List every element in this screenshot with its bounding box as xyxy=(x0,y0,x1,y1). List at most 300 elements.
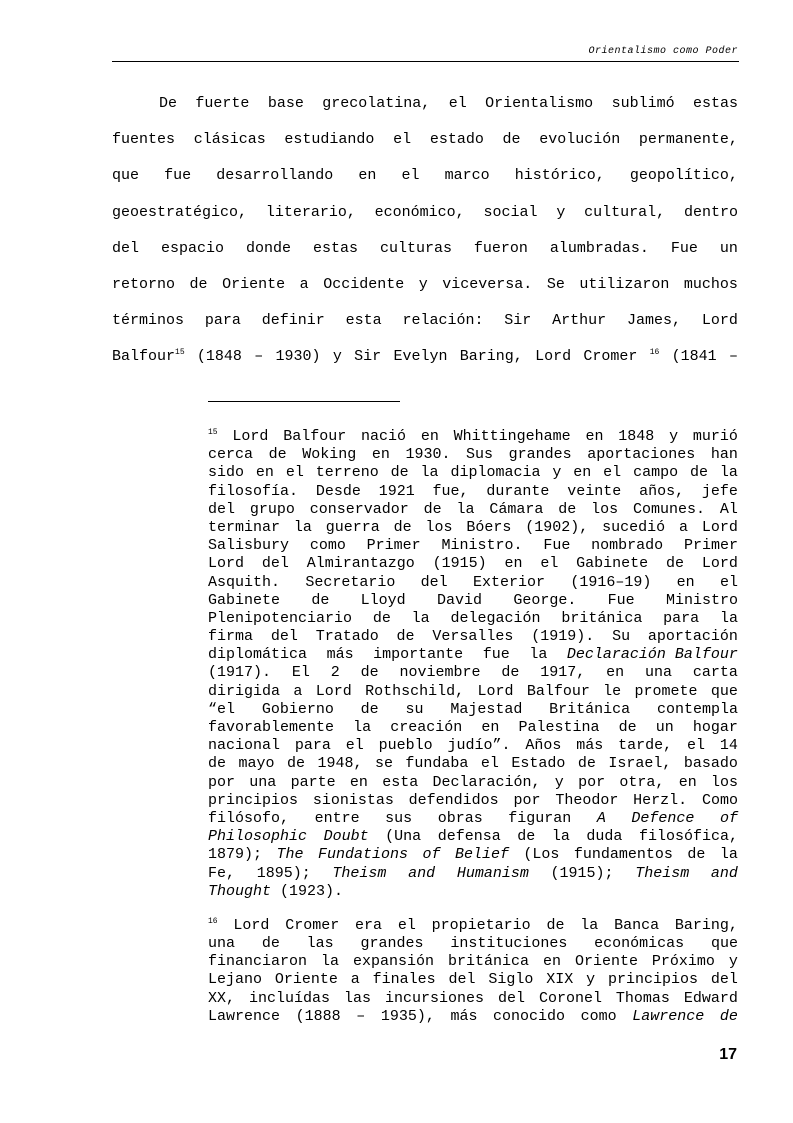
word: Baring, xyxy=(459,348,523,366)
word: de xyxy=(261,935,280,953)
word: del xyxy=(208,500,236,518)
word: sus xyxy=(385,809,413,827)
word: Lord xyxy=(208,555,245,573)
word: Lord xyxy=(701,518,738,536)
word: en xyxy=(606,664,625,682)
word: donde xyxy=(245,239,291,257)
word: – xyxy=(728,348,738,366)
footnote-number: 15 xyxy=(208,428,218,437)
word: – xyxy=(254,348,264,366)
word: y xyxy=(728,953,738,971)
word: de xyxy=(502,131,521,149)
word: y xyxy=(556,203,566,221)
word: incursiones xyxy=(384,989,484,1007)
word: de xyxy=(189,275,208,293)
word: sublimó xyxy=(611,95,675,112)
word: en xyxy=(504,555,523,573)
word: grupo xyxy=(249,500,295,518)
body-line xyxy=(112,269,738,305)
word: en xyxy=(349,773,368,791)
word: Desde xyxy=(315,482,361,500)
word: filosófica, xyxy=(638,828,738,846)
word: carta xyxy=(692,664,738,682)
word: en xyxy=(371,446,390,464)
word: de xyxy=(689,464,708,482)
word: (1916–19) xyxy=(570,573,652,591)
word: Se xyxy=(546,275,565,293)
word: figuran xyxy=(508,809,572,827)
word: y xyxy=(554,773,564,791)
word: (1902), xyxy=(525,518,589,536)
word: británica xyxy=(561,609,643,627)
word: fuentes xyxy=(112,131,176,149)
footnote-line: Fe, 1895); Theism and Humanism (1915); Theism and xyxy=(208,864,738,882)
word: Lord xyxy=(701,312,738,330)
word: una xyxy=(208,935,236,953)
word: Fue xyxy=(670,239,698,257)
word: terminar xyxy=(208,518,281,536)
word: de xyxy=(687,846,706,864)
italic-word: Philosophic xyxy=(208,828,308,846)
word: Whittingehame xyxy=(453,428,571,445)
footnote-line xyxy=(208,971,738,989)
footnote-line xyxy=(208,701,738,719)
word: Lord xyxy=(233,916,270,934)
word: la xyxy=(420,464,439,482)
word: fundaba xyxy=(405,755,469,773)
word: (1841 xyxy=(671,348,717,366)
word: Theodor xyxy=(555,791,619,809)
word: a xyxy=(350,971,360,989)
word: 14 xyxy=(719,737,738,755)
word: noviembre xyxy=(399,664,481,682)
word: más xyxy=(450,1007,478,1025)
footnote-line xyxy=(208,719,738,737)
body-text-fragment xyxy=(650,341,660,377)
word: Arthur xyxy=(552,312,607,330)
footnote-line xyxy=(208,501,738,519)
word: evolución xyxy=(539,131,621,149)
word: que xyxy=(710,935,738,953)
word: esta xyxy=(345,312,382,330)
word: pueblo xyxy=(378,737,433,755)
word: durante xyxy=(486,482,550,500)
word: judío”. xyxy=(447,737,511,755)
word: sido xyxy=(208,464,245,482)
word: Rothschild, xyxy=(365,682,465,700)
footnote-line xyxy=(208,755,738,773)
footnote-line xyxy=(208,519,738,537)
word: de xyxy=(546,916,565,934)
footnote-line xyxy=(208,774,738,792)
word: Gabinete xyxy=(576,555,649,573)
italic-title: Thought xyxy=(208,882,272,900)
body-line xyxy=(112,160,738,196)
footnote-ref-16[interactable]: 16 xyxy=(649,348,660,358)
word: su xyxy=(405,700,424,718)
word: Occidente xyxy=(323,275,405,293)
word: cultural, xyxy=(584,203,666,221)
word: por xyxy=(513,791,541,809)
word: definir xyxy=(261,312,325,330)
word: Lejano xyxy=(208,971,263,989)
word: aportaciones xyxy=(587,446,696,464)
word: diplomacia xyxy=(450,464,541,482)
word: delegación xyxy=(450,609,541,627)
body-paragraph xyxy=(112,88,738,378)
word: y xyxy=(669,428,679,445)
word: británica xyxy=(447,953,529,971)
word: de xyxy=(618,719,637,736)
word: Balfour xyxy=(283,428,347,445)
italic-word: Humanism xyxy=(456,864,529,882)
word: en xyxy=(676,573,695,591)
body-line xyxy=(112,305,738,341)
word: y xyxy=(586,971,596,989)
word: Salisbury xyxy=(208,537,290,555)
word: la xyxy=(353,719,372,736)
word: fueron xyxy=(473,239,528,257)
word: (1848 xyxy=(196,348,242,366)
word: (Una xyxy=(385,828,422,846)
word: el xyxy=(393,131,412,149)
word: 1895); xyxy=(256,864,311,882)
word: sucedió xyxy=(602,518,666,536)
word: el xyxy=(540,555,559,573)
word: 1848 xyxy=(618,428,655,445)
word: le xyxy=(603,682,622,700)
word: (1915) xyxy=(432,555,487,573)
word: hogar xyxy=(692,719,738,736)
word: grandes xyxy=(508,446,572,464)
word: Sus xyxy=(466,446,494,464)
footnote-line xyxy=(208,555,738,573)
word: contempla xyxy=(656,700,738,718)
footnote-line: Thought (1923). xyxy=(208,882,344,900)
word: de xyxy=(372,609,391,627)
word: de xyxy=(666,555,685,573)
word: tarde, xyxy=(618,737,673,755)
word: a xyxy=(679,518,689,536)
word: Majestad xyxy=(450,700,523,718)
body-line xyxy=(112,197,738,233)
word: que xyxy=(710,682,738,700)
word: Su xyxy=(612,628,631,646)
footnote-line xyxy=(208,592,738,610)
word: Lord xyxy=(477,682,514,700)
word: propietario xyxy=(431,916,531,934)
word: estudiando xyxy=(284,131,375,149)
body-line-last xyxy=(112,341,738,377)
word: y xyxy=(552,464,562,482)
word: parte xyxy=(290,773,336,791)
italic-word: Fundations xyxy=(317,846,408,864)
footnote-line xyxy=(208,428,738,446)
body-text-fragment: Balfour$^{15}$ xyxy=(112,348,185,366)
word: del xyxy=(270,628,298,646)
word: de xyxy=(396,628,415,646)
word: grecolatina, xyxy=(322,95,431,112)
word: Israel, xyxy=(608,755,672,773)
word: campo xyxy=(633,464,679,482)
word: Herzl. xyxy=(633,791,688,809)
word: clásicas xyxy=(193,131,266,149)
footnote-line xyxy=(208,483,738,501)
footnote-line xyxy=(208,737,738,755)
word: Plenipotenciario xyxy=(208,609,353,627)
word: de xyxy=(311,591,330,609)
footnote-line xyxy=(208,610,738,628)
word: el xyxy=(401,167,420,185)
footnote-line xyxy=(208,664,738,682)
word: y xyxy=(418,275,428,293)
word: Ministro xyxy=(665,591,738,609)
word: Tratado xyxy=(315,628,379,646)
word: Baring, xyxy=(674,916,738,934)
word: de xyxy=(423,500,442,518)
word: fue xyxy=(482,646,510,664)
word: Versalles xyxy=(432,628,514,646)
body-line xyxy=(112,88,738,124)
word: de xyxy=(360,664,379,682)
word: económico, xyxy=(374,203,465,221)
word: Británica xyxy=(549,700,631,718)
word: la xyxy=(719,846,738,864)
word: Coronel xyxy=(538,989,602,1007)
word: Estado xyxy=(511,755,566,773)
word: grandes xyxy=(360,935,424,953)
word: de xyxy=(360,700,379,718)
word: principios xyxy=(608,971,699,989)
word: la xyxy=(293,518,312,536)
word: desarrollando xyxy=(216,167,334,185)
word: mayo xyxy=(238,755,275,773)
word: la xyxy=(719,609,738,627)
word: Primer xyxy=(683,537,738,555)
word: Woking xyxy=(302,446,357,464)
word: favorablemente xyxy=(208,719,335,736)
word: Oriente xyxy=(274,971,338,989)
word: veinte xyxy=(567,482,622,500)
footnote-line xyxy=(208,935,738,953)
word: estas xyxy=(692,95,738,112)
word: Lord xyxy=(535,348,572,366)
word: Fue xyxy=(543,537,571,555)
word: en xyxy=(358,167,377,185)
word: nombrado xyxy=(591,537,664,555)
word: 1917, xyxy=(540,664,586,682)
word: de xyxy=(393,518,412,536)
italic-title: Declaración Balfour xyxy=(566,646,738,664)
word: Sir xyxy=(354,348,382,366)
word: Como xyxy=(701,791,738,809)
word: Asquith. xyxy=(208,573,281,591)
word: en xyxy=(255,464,274,482)
word: el xyxy=(448,95,467,112)
word: financiaron xyxy=(208,953,308,971)
word: a xyxy=(293,682,303,700)
word: Fe, xyxy=(208,864,236,882)
word: la xyxy=(719,464,738,482)
word: conocido xyxy=(493,1007,566,1025)
word: filósofo, xyxy=(208,809,290,827)
word: Oriente xyxy=(222,275,286,293)
word: murió xyxy=(692,428,738,445)
word: de xyxy=(208,755,227,773)
word: 1930. xyxy=(405,446,451,464)
word: del xyxy=(497,989,525,1007)
word: otra, xyxy=(619,773,665,791)
word: Años xyxy=(525,737,562,755)
word: base xyxy=(267,95,304,112)
word: David xyxy=(436,591,482,609)
word: Gabinete xyxy=(208,591,281,609)
word: años, xyxy=(639,482,685,500)
word: un xyxy=(655,719,674,736)
word: económicas xyxy=(594,935,685,953)
body-line xyxy=(112,124,738,160)
word: – xyxy=(356,1007,366,1025)
word: el xyxy=(345,737,364,755)
word: en xyxy=(481,719,500,736)
word: la xyxy=(321,953,340,971)
footnote-line xyxy=(208,1008,738,1026)
word: Gobierno xyxy=(261,700,334,718)
word: permanente, xyxy=(638,131,738,149)
italic-word: The xyxy=(276,846,304,864)
word: era xyxy=(355,916,383,934)
word: Oriente xyxy=(574,953,638,971)
word: obras xyxy=(437,809,483,827)
word: utilizaron xyxy=(579,275,670,293)
italic-word: A xyxy=(596,809,606,827)
word: del xyxy=(710,971,738,989)
word: XIX xyxy=(546,971,574,989)
word: Exterior xyxy=(472,573,545,591)
word: el xyxy=(397,916,416,934)
word: Al xyxy=(719,500,738,518)
word: Fue xyxy=(607,591,635,609)
word: Lord xyxy=(232,428,269,445)
word: estado xyxy=(429,131,484,149)
word: los xyxy=(591,500,619,518)
word: que xyxy=(112,167,140,185)
word: Palestina xyxy=(518,719,600,736)
footnote-ref-15[interactable]: 15 xyxy=(175,348,185,358)
word: entre xyxy=(314,809,360,827)
word: y xyxy=(332,348,342,366)
word: (1919). xyxy=(531,628,595,646)
word: “el xyxy=(208,700,236,718)
word: George. xyxy=(513,591,577,609)
word: cerca xyxy=(208,446,254,464)
footnote-line xyxy=(208,792,738,810)
word: Almirantazgo xyxy=(306,555,415,573)
word: una xyxy=(645,664,673,682)
word: fuerte xyxy=(195,95,250,112)
italic-word: Theism xyxy=(332,864,387,882)
word: de xyxy=(501,664,520,682)
word: en xyxy=(678,773,697,791)
footnote-line xyxy=(208,464,738,482)
word: en xyxy=(542,953,561,971)
word: del xyxy=(420,573,448,591)
word: el xyxy=(480,755,499,773)
word: la xyxy=(456,500,475,518)
word: James, xyxy=(627,312,682,330)
word: Sir xyxy=(504,312,532,330)
word: sionistas xyxy=(312,791,394,809)
word: Banca xyxy=(614,916,660,934)
word: de xyxy=(390,464,409,482)
word: terreno xyxy=(315,464,379,482)
word: marco xyxy=(444,167,490,185)
word: expansión xyxy=(352,953,434,971)
word: 1930) xyxy=(275,348,321,366)
footnote-line xyxy=(208,828,738,846)
word: Thomas xyxy=(615,989,670,1007)
word: un xyxy=(719,239,738,257)
word: estas xyxy=(312,239,358,257)
word: De xyxy=(159,95,178,112)
word: los xyxy=(710,773,738,791)
word: (Los xyxy=(523,846,560,864)
word: filosofía. xyxy=(208,482,299,500)
italic-word: de xyxy=(719,1007,738,1025)
word: Próximo xyxy=(651,953,715,971)
word: Declaración, xyxy=(432,773,541,791)
footnote-number: 16 xyxy=(208,916,218,926)
footnotes xyxy=(208,428,738,1026)
word: en xyxy=(420,428,439,445)
word: para xyxy=(663,609,700,627)
italic-word: Theism xyxy=(635,864,690,882)
word: 2 xyxy=(330,664,340,682)
word: una xyxy=(249,773,277,791)
word: más xyxy=(326,646,354,664)
word: términos xyxy=(112,312,185,330)
word: por xyxy=(208,773,236,791)
word: Cámara xyxy=(489,500,544,518)
word: histórico, xyxy=(514,167,605,185)
footnote-line xyxy=(208,628,738,646)
footnote-line xyxy=(208,953,738,971)
footnote-15 xyxy=(208,428,738,901)
word: viceversa. xyxy=(442,275,533,293)
page-number: 17 xyxy=(719,1046,737,1063)
word: la xyxy=(580,916,599,934)
word: el xyxy=(603,464,622,482)
italic-word: and xyxy=(408,864,436,882)
word: Siglo xyxy=(488,971,534,989)
word: (1917). xyxy=(208,664,272,682)
footnote-line xyxy=(208,646,738,664)
word: del xyxy=(448,971,476,989)
word: social xyxy=(483,203,538,221)
footnote-line xyxy=(208,683,738,701)
word: retorno xyxy=(112,275,176,293)
word: principios xyxy=(208,791,299,809)
italic-word: and xyxy=(710,864,738,882)
word: dirigida xyxy=(208,682,281,700)
word: de xyxy=(577,755,596,773)
footnote-line xyxy=(208,917,738,935)
word: aportación xyxy=(647,628,738,646)
footnote-16 xyxy=(208,917,738,1026)
word: los xyxy=(425,518,453,536)
italic-word: Lawrence xyxy=(632,1007,705,1025)
italic-word: Doubt xyxy=(323,828,369,846)
